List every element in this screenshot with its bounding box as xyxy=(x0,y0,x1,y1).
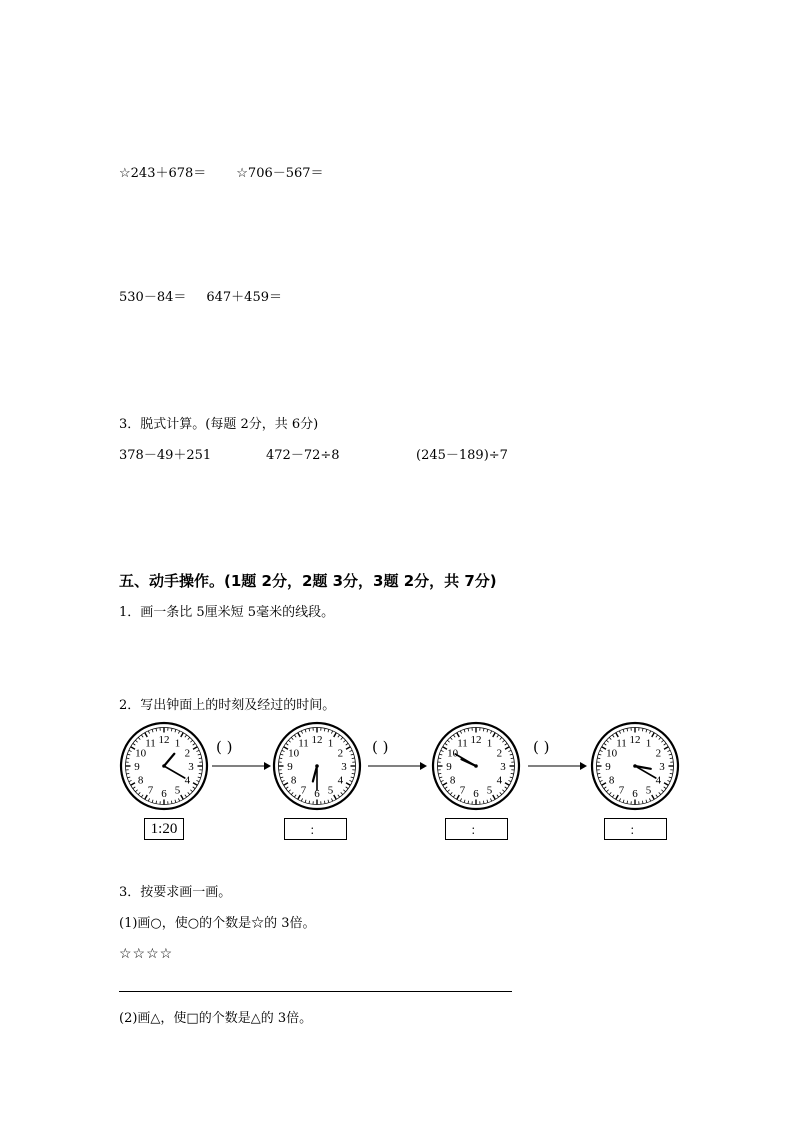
clock-numeral: 4 xyxy=(337,774,344,787)
clock-numeral: 2 xyxy=(337,747,344,760)
clock-numeral: 1 xyxy=(645,737,652,750)
clock-numeral: 1 xyxy=(174,737,181,750)
clock-numeral: 4 xyxy=(655,774,662,787)
clock-face xyxy=(119,721,209,811)
q3-draw-title: 3．按要求画一画。 xyxy=(119,885,232,900)
clock-numeral: 4 xyxy=(496,774,503,787)
calc-item: 647＋459＝ xyxy=(206,290,282,305)
q3-item: (245－189)÷7 xyxy=(416,448,508,463)
clock-numeral: 11 xyxy=(298,737,309,750)
clock-numeral: 8 xyxy=(608,774,615,787)
clock-numeral: 10 xyxy=(447,747,459,760)
answer-line[interactable] xyxy=(119,991,512,992)
elapsed-blank[interactable]: ( ) xyxy=(216,738,233,756)
clock-numeral: 6 xyxy=(161,788,167,800)
clock-numeral: 2 xyxy=(655,747,662,760)
time-box[interactable]: ： xyxy=(604,818,667,840)
clock-face xyxy=(272,721,362,811)
clock-numeral: 10 xyxy=(606,747,618,760)
clock-numeral: 2 xyxy=(184,747,191,760)
clock-numeral: 8 xyxy=(290,774,297,787)
clock-numeral: 5 xyxy=(645,784,652,797)
clock-numeral: 9 xyxy=(287,761,293,773)
clock-numeral: 3 xyxy=(341,761,347,773)
clock-numeral: 12 xyxy=(470,734,482,746)
clock-numeral: 7 xyxy=(459,784,466,797)
time-box: 1:20 xyxy=(144,818,184,840)
time-box[interactable]: ： xyxy=(284,818,347,840)
clock-numeral: 8 xyxy=(137,774,144,787)
clock-numeral: 11 xyxy=(616,737,627,750)
clock-numeral: 7 xyxy=(147,784,154,797)
elapsed-blank[interactable]: ( ) xyxy=(372,738,389,756)
clock-numeral: 8 xyxy=(449,774,456,787)
q3-1-text: (1)画○，使○的个数是☆的 3倍。 xyxy=(119,916,316,931)
clock-numeral: 11 xyxy=(145,737,156,750)
q1-text: 1．画一条比 5厘米短 5毫米的线段。 xyxy=(119,605,335,620)
clock-numeral: 11 xyxy=(457,737,468,750)
clock-face xyxy=(590,721,680,811)
clock-numeral: 9 xyxy=(134,761,140,773)
stars-row: ☆☆☆☆ xyxy=(119,946,174,962)
clock-numeral: 6 xyxy=(473,788,479,800)
clock-numeral: 7 xyxy=(618,784,625,797)
arrow-right-icon xyxy=(212,760,272,772)
q3-item: 472－72÷8 xyxy=(266,448,340,463)
arrow-right-icon xyxy=(368,760,428,772)
clock-numeral: 1 xyxy=(327,737,334,750)
clock-numeral: 12 xyxy=(311,734,323,746)
q3-title: 3．脱式计算。(每题 2分，共 6分) xyxy=(119,417,319,432)
elapsed-blank[interactable]: ( ) xyxy=(533,738,550,756)
clock-numeral: 10 xyxy=(288,747,300,760)
clock-numeral: 5 xyxy=(174,784,181,797)
q3-item: 378－49＋251 xyxy=(119,448,212,463)
clock-numeral: 2 xyxy=(496,747,503,760)
calc-item: ☆706－567＝ xyxy=(236,166,324,181)
calc-item: 530－84＝ xyxy=(119,290,187,305)
clock-numeral: 6 xyxy=(632,788,638,800)
clock-numeral: 12 xyxy=(629,734,641,746)
time-box[interactable]: ： xyxy=(445,818,508,840)
calc-row-1 xyxy=(119,166,324,182)
clock-numeral: 10 xyxy=(135,747,147,760)
clock-numeral: 1 xyxy=(486,737,493,750)
q3-2-text: (2)画△，使□的个数是△的 3倍。 xyxy=(119,1011,313,1026)
section-5-heading: 五、动手操作。(1题 2分，2题 3分，3题 2分，共 7分) xyxy=(119,572,497,590)
clock-numeral: 6 xyxy=(314,788,320,800)
clock-numeral: 9 xyxy=(605,761,611,773)
calc-row-2 xyxy=(119,290,282,306)
arrow-right-icon xyxy=(528,760,588,772)
calc-item: ☆243＋678＝ xyxy=(119,166,207,181)
clock-face xyxy=(431,721,521,811)
clock-numeral: 5 xyxy=(486,784,493,797)
clock-numeral: 3 xyxy=(188,761,194,773)
clock-numeral: 4 xyxy=(184,774,191,787)
clock-numeral: 7 xyxy=(300,784,307,797)
q2-text: 2．写出钟面上的时刻及经过的时间。 xyxy=(119,698,336,713)
clock-numeral: 12 xyxy=(158,734,170,746)
clock-numeral: 3 xyxy=(500,761,506,773)
clock-numeral: 5 xyxy=(327,784,334,797)
clock-numeral: 3 xyxy=(659,761,665,773)
clock-numeral: 9 xyxy=(446,761,452,773)
